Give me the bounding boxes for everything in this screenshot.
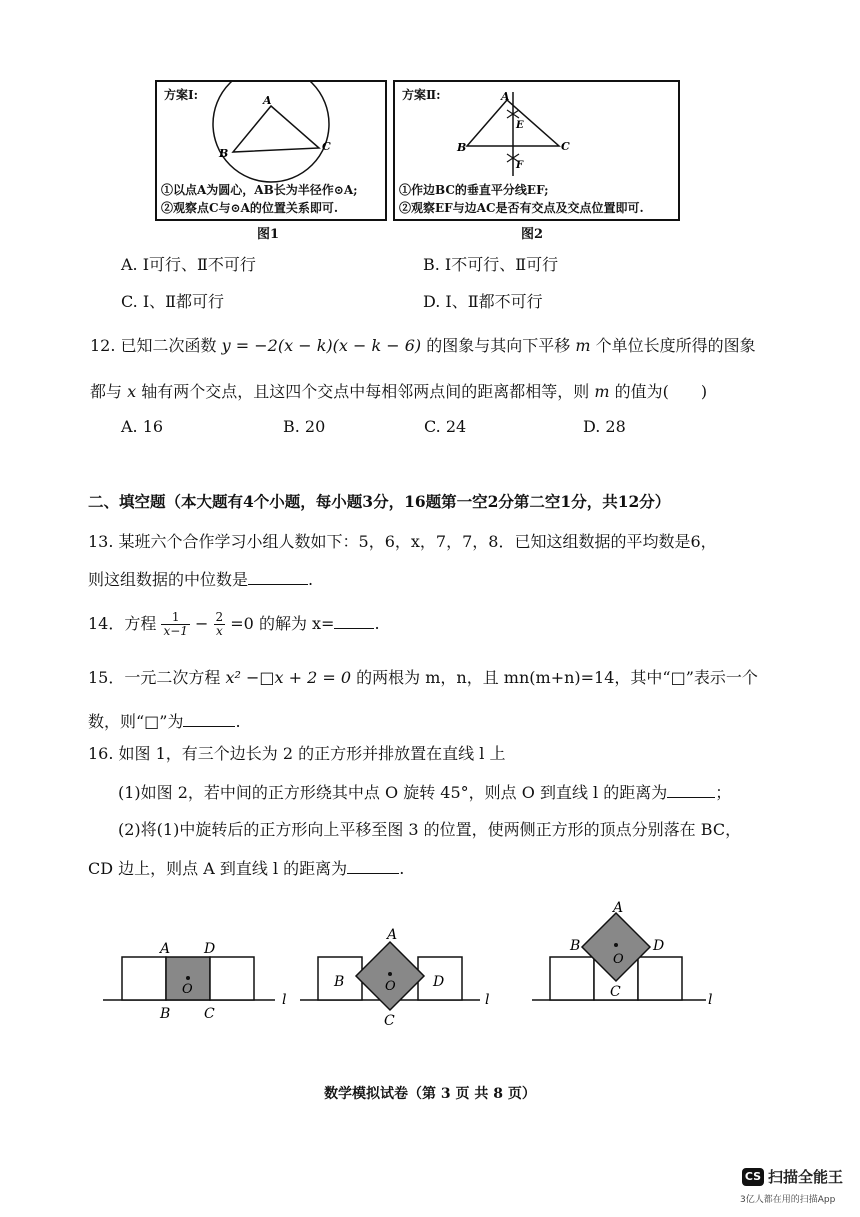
plan2-step2: ②观察EF与边AC是否有交点及交点位置即可. — [399, 201, 644, 215]
q16-line4 — [88, 857, 404, 880]
plan2-title: 方案Ⅱ: — [402, 88, 441, 102]
q12-option-a: A. 16 — [121, 417, 164, 436]
q16-part1-end: ； — [715, 783, 732, 802]
plan1-point-a: A — [263, 94, 272, 107]
fig1-label-b: B — [160, 1006, 171, 1022]
plan1-title: 方案Ⅰ: — [164, 88, 199, 102]
fig2-label-o: O — [385, 979, 396, 994]
plan2-point-c: C — [561, 140, 570, 153]
q12-line1 — [90, 335, 756, 357]
q14-fraction-1 — [161, 611, 189, 638]
fig1-label-o: O — [182, 982, 193, 997]
fig2-label-b: B — [334, 974, 345, 990]
q14-frac1-num: 1 — [161, 611, 189, 625]
q11-option-d: D. Ⅰ、Ⅱ都不可行 — [423, 292, 543, 311]
fig3-label-l: l — [708, 992, 713, 1008]
q12-line2 — [90, 381, 707, 403]
q15-condition: 的两根为 m，n，且 mn(m+n)=14，其中“□”表示一个 — [356, 668, 758, 687]
q16-line2 — [118, 781, 731, 804]
q11-option-a: A. Ⅰ可行、Ⅱ不可行 — [121, 255, 256, 274]
plan1-point-b: B — [219, 147, 229, 160]
q12-option-b: B. 20 — [283, 417, 326, 436]
q12-line2-start: 都与 — [90, 382, 123, 401]
fig2-label-a: A — [387, 927, 398, 943]
q15-prompt: 数，则“□”为 — [88, 712, 184, 731]
plan1-step2: ②观察点C与⊙A的位置关系即可. — [161, 201, 339, 215]
fig1-label-d: D — [204, 941, 216, 957]
q14-solution-text: =0 的解为 x= — [230, 614, 335, 633]
q12-m-var-2: m — [594, 382, 610, 401]
q14-frac2-den: x — [215, 624, 223, 638]
q15-line2 — [88, 710, 241, 733]
fig2-label-d: D — [433, 974, 445, 990]
q14-frac1-den: x−1 — [163, 624, 188, 638]
q12-line2-end: 的值为( ) — [614, 382, 708, 401]
q16-answer-blank-2 — [347, 857, 399, 874]
q12-option-c: C. 24 — [424, 417, 467, 436]
q12-line1-end: 个单位长度所得的图象 — [595, 336, 756, 355]
q13-answer-blank — [248, 568, 308, 585]
plan2-box — [393, 80, 680, 221]
plan1-step1: ①以点A为圆心，AB长为半径作⊙A; — [161, 183, 358, 197]
q16-part1: (1)如图 2，若中间的正方形绕其中点 O 旋转 45°，则点 O 到直线 l 的距离为 — [118, 783, 668, 802]
q13-line2 — [88, 568, 313, 591]
q13-prompt: 则这组数据的中位数是 — [88, 570, 249, 589]
section2-heading: 二、填空题（本大题有4个小题，每小题3分，16题第一空2分第二空1分，共12分） — [88, 492, 671, 511]
q15-end: . — [235, 712, 241, 731]
q16-figure-1 — [103, 941, 286, 1022]
fig3-label-c: C — [610, 984, 621, 1000]
fig3-label-b: B — [570, 938, 581, 954]
q12-shift-text: 的图象与其向下平移 — [426, 336, 571, 355]
q16-part2-end: . — [399, 859, 405, 878]
fig2-label-l: l — [485, 992, 490, 1008]
q16-line3: (2)将(1)中旋转后的正方形向上平移至图 3 的位置，使两侧正方形的顶点分别落在 BC， — [118, 820, 742, 839]
scanner-brand: 扫描全能王 — [768, 1168, 844, 1186]
q15-line1 — [88, 667, 758, 689]
scanner-tagline: 3亿人都在用的扫描App — [740, 1195, 836, 1205]
plan1-point-c: C — [322, 140, 331, 153]
q13-line1: 13. 某班六个合作学习小组人数如下：5，6，x，7，7，8．已知这组数据的平均数是6， — [88, 532, 717, 551]
q12-formula: y = −2(x − k)(x − k − 6) — [221, 336, 422, 355]
q14-minus: − — [195, 614, 209, 633]
q14-line — [88, 611, 380, 638]
q14-frac2-num: 2 — [215, 610, 224, 624]
q14-fraction-2 — [214, 611, 226, 638]
plan2-point-e: E — [516, 120, 524, 131]
figure1-caption: 图1 — [257, 227, 280, 242]
q16-figures — [0, 890, 860, 1040]
fig1-label-a: A — [160, 941, 171, 957]
fig1-label-c: C — [204, 1006, 215, 1022]
q11-option-b: B. Ⅰ不可行、Ⅱ可行 — [423, 255, 559, 274]
q14-end: . — [374, 614, 380, 633]
q15-equation: x² −□x + 2 = 0 — [225, 668, 352, 687]
q16-part2: CD 边上，则点 A 到直线 l 的距离为 — [88, 859, 348, 878]
q16-figure-3 — [532, 900, 712, 1008]
q12-intro: 12. 已知二次函数 — [90, 336, 217, 355]
fig3-label-d: D — [653, 938, 665, 954]
q14-answer-blank — [334, 612, 374, 629]
figure2-caption: 图2 — [521, 227, 544, 242]
q16-line1: 16. 如图 1，有三个边长为 2 的正方形并排放置在直线 l 上 — [88, 744, 506, 763]
plan2-step1: ①作边BC的垂直平分线EF; — [399, 183, 549, 197]
q16-figure-2 — [300, 927, 489, 1029]
plan2-point-b: B — [457, 141, 467, 154]
scanner-logo: CS — [742, 1168, 764, 1186]
page-footer: 数学模拟试卷（第 3 页 共 8 页） — [324, 1086, 536, 1102]
fig3-label-o: O — [613, 952, 624, 967]
q15-intro: 15．一元二次方程 — [88, 668, 221, 687]
plan2-point-f: F — [516, 160, 524, 171]
fig1-label-l: l — [282, 992, 287, 1008]
q12-x-var: x — [127, 382, 137, 401]
q11-option-c: C. Ⅰ、Ⅱ都可行 — [121, 292, 225, 311]
fig3-label-a: A — [613, 900, 624, 916]
q16-answer-blank-1 — [667, 781, 715, 798]
q14-intro: 14．方程 — [88, 614, 157, 633]
q12-line2-body: 轴有两个交点，且这四个交点中每相邻两点间的距离都相等，则 — [141, 382, 590, 401]
q13-end: . — [308, 570, 314, 589]
plan2-point-a: A — [501, 90, 510, 103]
plan1-box — [155, 80, 387, 221]
q12-option-d: D. 28 — [583, 417, 626, 436]
fig2-label-c: C — [384, 1013, 395, 1029]
q15-answer-blank — [183, 710, 235, 727]
q12-m-var: m — [575, 336, 591, 355]
